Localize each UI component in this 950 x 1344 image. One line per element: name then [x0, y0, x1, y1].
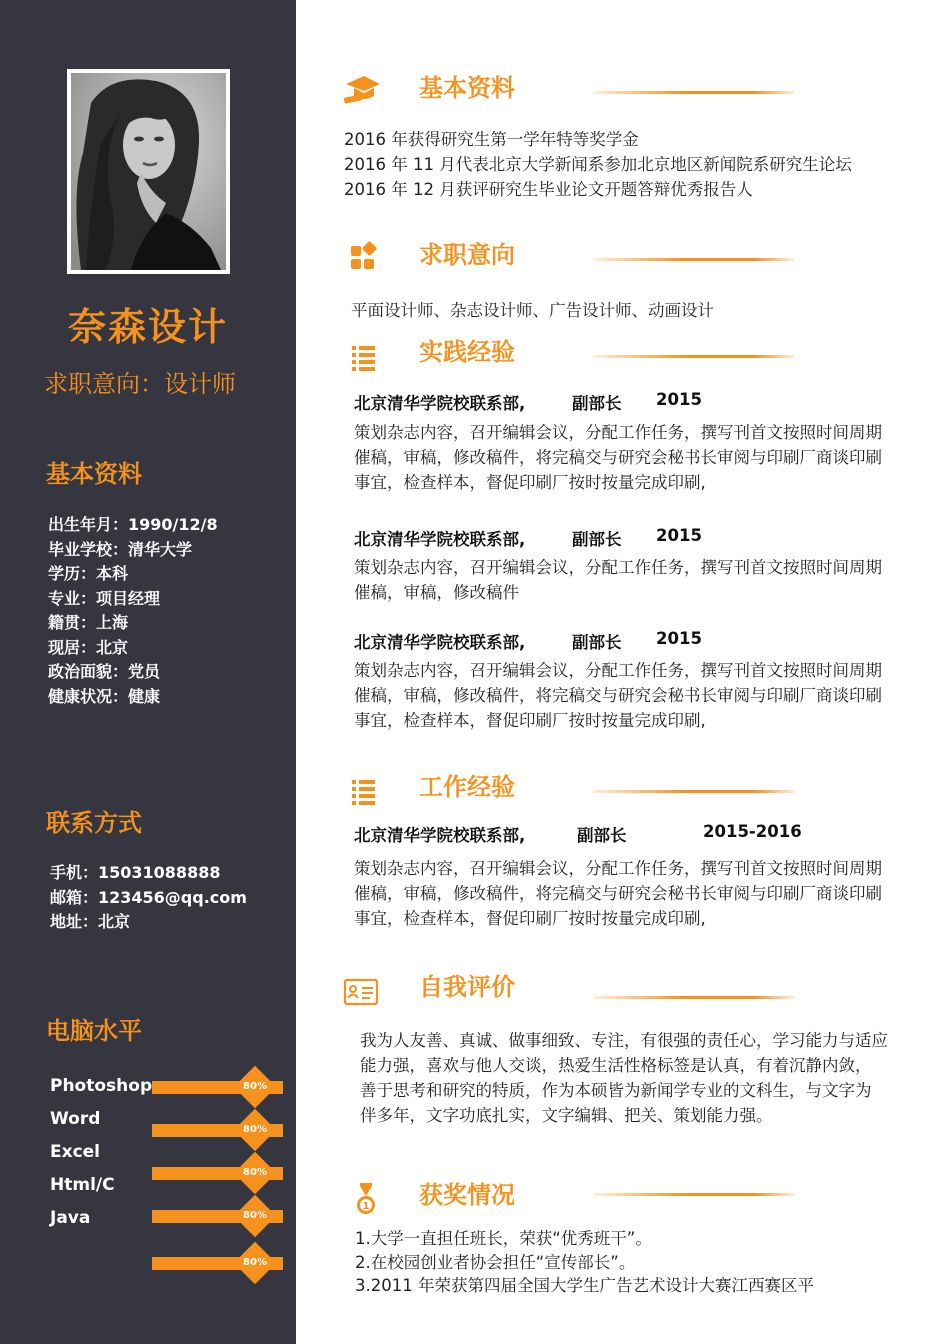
info-birth: 出生年月：1990/12/8	[48, 515, 218, 534]
award-item: 2.在校园创业者协会担任“宣传部长”。	[355, 1252, 636, 1272]
award-item: 3.2011 年荣获第四届全国大学生广告艺术设计大赛江西赛区平	[355, 1276, 814, 1295]
entry-role: 副部长	[572, 530, 622, 549]
sidebar-basic-heading: 基本资料	[46, 460, 142, 488]
section-divider	[593, 1193, 795, 1196]
skill-percent: 80%	[243, 1167, 267, 1178]
sidebar	[0, 0, 296, 1344]
skill-label: Photoshop	[50, 1076, 153, 1096]
entry-line: 催稿，审稿，修改稿件，将完稿交与研究会秘书长审阅与印刷厂商谈印刷	[354, 884, 882, 903]
section-divider	[593, 91, 795, 94]
section-divider	[593, 790, 795, 793]
graduation-cap-icon	[342, 72, 382, 108]
section-title-work: 工作经验	[419, 773, 515, 801]
skill-label: Html/C	[50, 1175, 115, 1195]
practice-entry-body	[354, 420, 882, 495]
profile-photo-frame	[67, 69, 230, 274]
job-intent: 求职意向：设计师	[44, 370, 236, 398]
entry-line: 策划杂志内容，召开编辑会议，分配工作任务，撰写刊首文按照时间周期	[354, 661, 882, 680]
self-line: 善于思考和研究的特质，作为本硕皆为新闻学专业的文科生，与文字为	[360, 1081, 872, 1100]
entry-org: 北京清华学院校联系部,	[354, 530, 526, 549]
list-icon	[342, 340, 382, 376]
skill-label: Excel	[50, 1142, 101, 1162]
skill-label: Java	[50, 1208, 91, 1228]
section-title-practice: 实践经验	[419, 338, 515, 366]
skill-percent: 80%	[243, 1124, 267, 1135]
entry-role: 副部长	[577, 826, 627, 845]
entry-year: 2015-2016	[703, 822, 802, 841]
basic-lines	[344, 127, 852, 202]
self-line: 伴多年，文字功底扎实，文字编辑、把关、策划能力强。	[360, 1106, 773, 1125]
self-line: 能力强，喜欢与他人交谈，热爱生活性格标签是认真，有着沉静内敛，	[360, 1056, 872, 1075]
practice-entry-body	[354, 555, 882, 605]
info-hometown: 籍贯：上海	[48, 613, 129, 632]
id-card-icon	[342, 975, 382, 1011]
entry-org: 北京清华学院校联系部,	[354, 633, 526, 652]
list-icon	[342, 774, 382, 810]
candidate-name: 奈森设计	[67, 305, 228, 349]
entry-line: 催稿，审稿，修改稿件，将完稿交与研究会秘书长审阅与印刷厂商谈印刷	[354, 686, 882, 705]
self-evaluation	[360, 1028, 888, 1128]
info-health: 健康状况：健康	[48, 686, 161, 706]
entry-line: 事宜，检查样本，督促印刷厂按时按量完成印刷,	[354, 473, 706, 492]
info-degree: 学历：本科	[48, 564, 129, 583]
work-entry-body	[354, 856, 882, 931]
skill-percent: 80%	[243, 1210, 267, 1221]
medal-icon	[342, 1180, 382, 1216]
entry-role: 副部长	[572, 633, 622, 652]
entry-line: 策划杂志内容，召开编辑会议，分配工作任务，撰写刊首文按照时间周期	[354, 859, 882, 878]
section-title-self: 自我评价	[419, 973, 515, 1001]
entry-org: 北京清华学院校联系部,	[354, 394, 526, 413]
basic-line: 2016 年 11 月代表北京大学新闻系参加北京地区新闻院系研究生论坛	[344, 155, 852, 174]
info-political: 政治面貌：党员	[48, 662, 161, 681]
contact-list	[50, 861, 247, 935]
info-residence: 现居：北京	[48, 637, 129, 657]
info-school: 毕业学校：清华大学	[48, 539, 193, 559]
skill-percent: 80%	[243, 1081, 267, 1092]
entry-org: 北京清华学院校联系部,	[354, 826, 526, 845]
contact-phone: 手机：15031088888	[50, 863, 221, 882]
info-major: 专业：项目经理	[48, 588, 161, 608]
skill-label: Word	[50, 1109, 101, 1129]
basic-info-list	[48, 513, 218, 709]
self-line: 我为人友善、真诚、做事细致、专注，有很强的责任心，学习能力与适应	[360, 1031, 888, 1050]
contact-address: 地址：北京	[50, 912, 131, 931]
entry-role: 副部长	[572, 394, 622, 413]
section-divider	[593, 355, 795, 358]
sidebar-contact-heading: 联系方式	[46, 809, 142, 837]
entry-line: 催稿，审稿，修改稿件，将完稿交与研究会秘书长审阅与印刷厂商谈印刷	[354, 448, 882, 467]
entry-line: 策划杂志内容，召开编辑会议，分配工作任务，撰写刊首文按照时间周期	[354, 423, 882, 442]
entry-year: 2015	[656, 629, 702, 648]
awards-list	[355, 1227, 814, 1298]
section-title-awards: 获奖情况	[419, 1181, 515, 1209]
contact-email: 邮箱：123456@qq.com	[50, 887, 247, 907]
basic-line: 2016 年 12 月获评研究生毕业论文开题答辩优秀报告人	[344, 180, 753, 199]
section-title-basic: 基本资料	[419, 74, 515, 102]
skill-percent: 80%	[243, 1257, 267, 1268]
section-divider	[593, 258, 795, 261]
sidebar-skills-heading: 电脑水平	[46, 1017, 142, 1045]
entry-line: 事宜，检查样本，督促印刷厂按时按量完成印刷,	[354, 909, 706, 928]
basic-line: 2016 年获得研究生第一学年特等奖学金	[344, 130, 639, 149]
entry-year: 2015	[656, 390, 702, 409]
intent-text: 平面设计师、杂志设计师、广告设计师、动画设计	[351, 301, 714, 320]
grid-apps-icon	[342, 240, 382, 276]
entry-year: 2015	[656, 526, 702, 545]
award-item: 1.大学一直担任班长，荣获“优秀班干”。	[355, 1229, 652, 1248]
section-title-intent: 求职意向	[419, 241, 515, 269]
section-divider	[593, 996, 795, 999]
practice-entry-body	[354, 658, 882, 733]
entry-line: 策划杂志内容，召开编辑会议，分配工作任务，撰写刊首文按照时间周期	[354, 558, 882, 577]
svg-text:1: 1	[362, 1201, 370, 1212]
profile-photo	[71, 73, 226, 270]
entry-line: 催稿，审稿，修改稿件	[354, 583, 519, 602]
entry-line: 事宜，检查样本，督促印刷厂按时按量完成印刷,	[354, 711, 706, 730]
